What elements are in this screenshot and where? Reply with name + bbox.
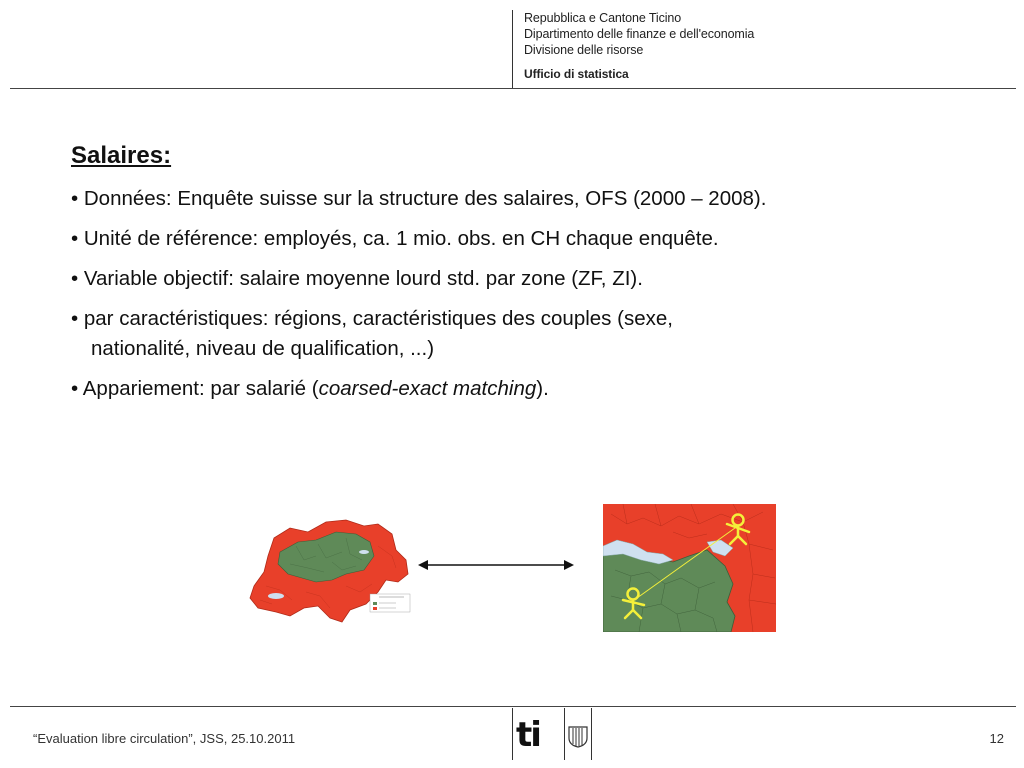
bullet-suffix: ). [536,377,549,400]
header-line-1: Repubblica e Cantone Ticino [524,11,682,25]
switzerland-map [246,516,412,626]
logo-divider [512,708,513,760]
header-institution [524,10,754,82]
slide-title: Salaires: [71,142,172,169]
bullet-item: • Données: Enquête suisse sur la structure des salaires, OFS (2000 – 2008). [71,187,767,210]
header-line-2: Dipartimento delle finanze e dell'economia [524,27,755,41]
header-office: Ufficio di statistica [524,67,629,81]
double-arrow-icon [418,557,574,573]
bullet-prefix: • Appariement: par salarié ( [71,377,319,400]
zoomed-region-map [603,504,776,632]
header-line-3: Divisione delle risorse [524,43,644,57]
footer-citation: “Evaluation libre circulation”, JSS, 25.10.2011 [33,731,296,746]
bullet-item-continuation: nationalité, niveau de qualification, ...) [91,337,435,360]
bullet-item: • Unité de référence: employés, ca. 1 mio. obs. en CH chaque enquête. [71,227,719,250]
footer-rule [10,706,1016,707]
header-rule [10,88,1016,89]
bullet-item-line: • par caractéristiques: régions, caractéristiques des couples (sexe, [71,307,673,330]
bullet-item: • Variable objectif: salaire moyenne lourd std. par zone (ZF, ZI). [71,267,643,290]
canton-shield-icon [568,726,588,748]
bullet-item [71,304,766,364]
logo-divider [591,708,592,760]
bullet-item [71,374,766,404]
bullet-list [71,184,766,414]
header-divider [512,10,513,88]
bullet-italic: coarsed-exact matching [318,377,537,400]
ticino-logo [512,708,592,760]
page-number: 12 [989,731,1004,746]
logo-ti-text: ti [516,715,540,755]
logo-divider [564,708,565,760]
